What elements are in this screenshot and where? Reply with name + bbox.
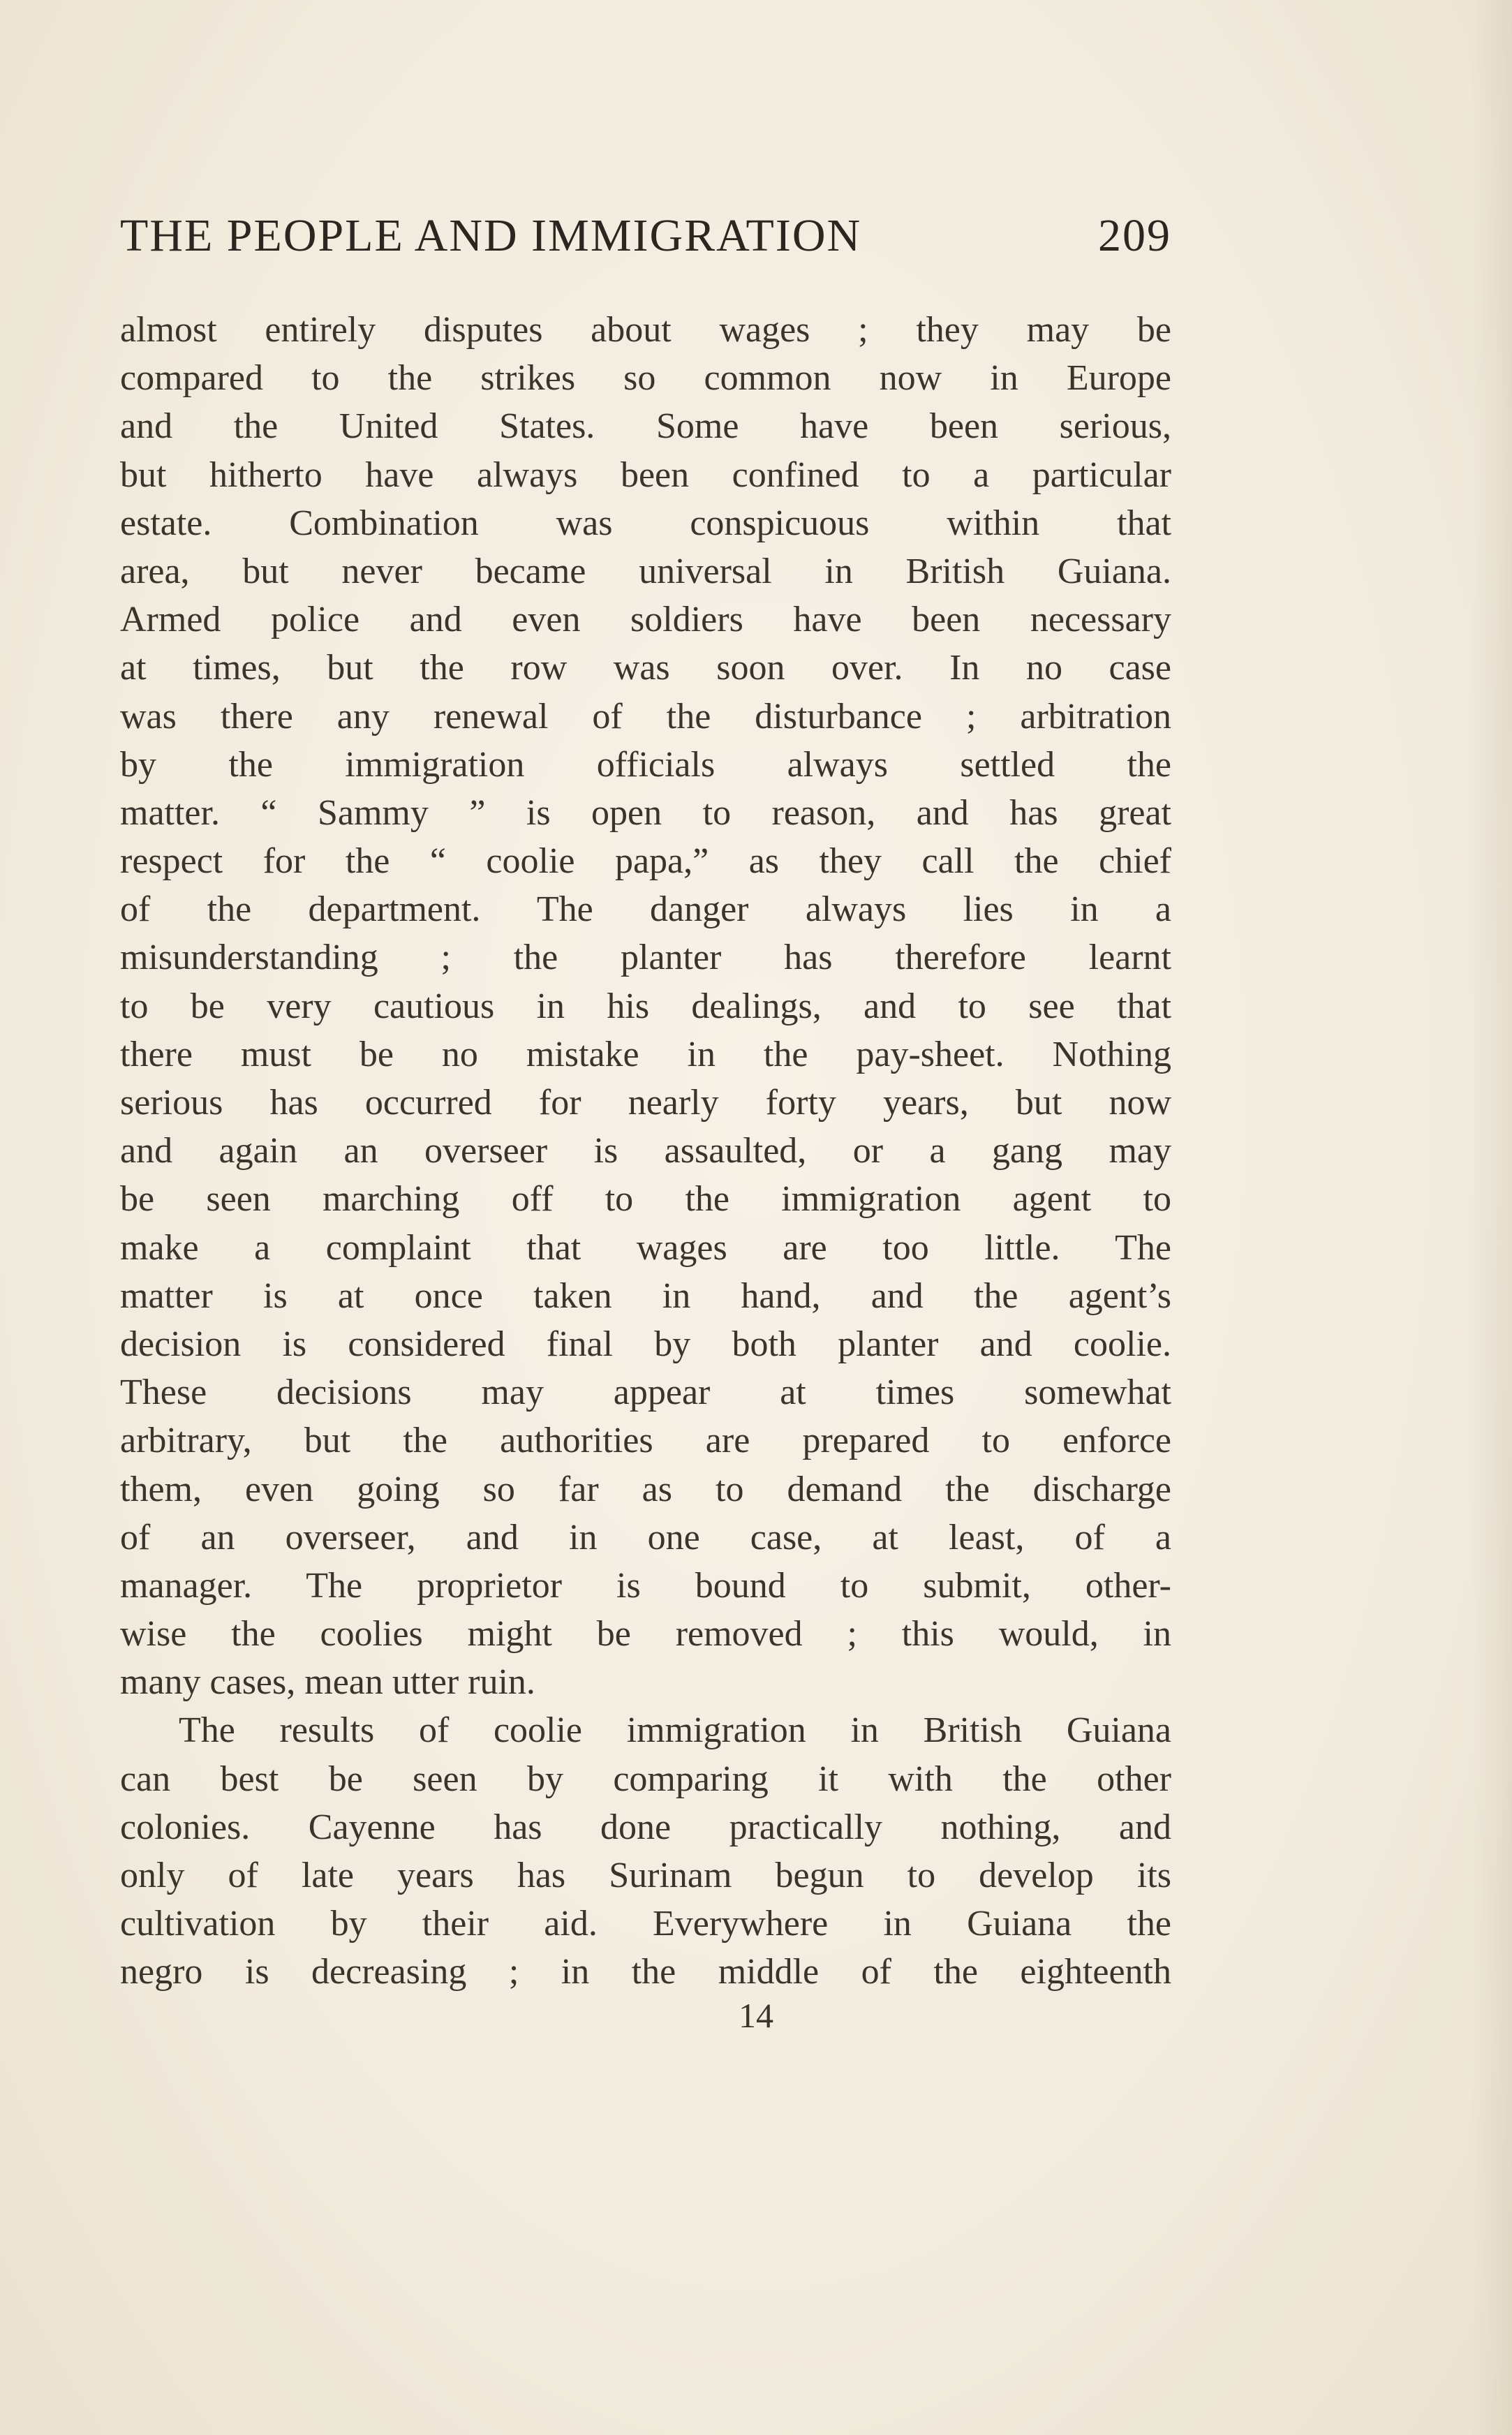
text-line: to be very cautious in his dealings, and to see that (120, 986, 1171, 1026)
text-line: many cases, mean utter ruin. (120, 1662, 535, 1703)
signature-mark: 14 (739, 1996, 773, 2035)
text-line: serious has occurred for nearly forty years, but now (120, 1083, 1171, 1123)
running-head (120, 209, 1171, 272)
text-line: area, but never became universal in British Guiana. (120, 551, 1171, 591)
text-line: of an overseer, and in one case, at least, of a (120, 1517, 1171, 1557)
text-line: and again an overseer is assaulted, or a gang may (120, 1131, 1171, 1171)
body-text (120, 306, 1171, 1997)
text-line: can best be seen by comparing it with the other (120, 1759, 1171, 1799)
text-line: matter is at once taken in hand, and the agent’s (120, 1275, 1171, 1316)
text-line: compared to the strikes so common now in Europe (120, 358, 1171, 399)
text-line: The results of coolie immigration in British Guiana (179, 1710, 1171, 1751)
text-line: there must be no mistake in the pay-sheet. Nothing (120, 1034, 1171, 1074)
text-line: be seen marching off to the immigration agent to (120, 1179, 1171, 1220)
text-line: of the department. The danger always lies in a (120, 889, 1171, 930)
text-line: matter. “ Sammy ” is open to reason, and has great (120, 792, 1171, 833)
text-line: arbitrary, but the authorities are prepared to enforce (120, 1421, 1171, 1461)
text-line: These decisions may appear at times somewhat (120, 1372, 1171, 1413)
text-line: colonies. Cayenne has done practically nothing, and (120, 1807, 1171, 1847)
page-edge-shadow (1470, 0, 1512, 2435)
text-line: misunderstanding ; the planter has therefore learnt (120, 938, 1171, 978)
text-line: cultivation by their aid. Everywhere in Guiana the (120, 1904, 1171, 1944)
text-line: but hitherto have always been confined to a particular (120, 454, 1171, 495)
text-line: only of late years has Surinam begun to develop its (120, 1856, 1171, 1895)
text-line: negro is decreasing ; in the middle of the eighteenth (120, 1952, 1171, 1992)
running-head-title: THE PEOPLE AND IMMIGRATION (120, 210, 862, 261)
text-line: decision is considered final by both planter and coolie. (120, 1324, 1171, 1364)
paragraph (120, 1706, 1171, 1996)
text-line: wise the coolies might be removed ; this would, in (120, 1614, 1171, 1655)
text-line: manager. The proprietor is bound to submit, other- (120, 1565, 1171, 1606)
text-line: at times, but the row was soon over. In no case (120, 648, 1171, 688)
text-line: them, even going so far as to demand the discharge (120, 1469, 1171, 1509)
text-line: make a complaint that wages are too little. The (120, 1227, 1171, 1268)
page-number: 209 (1098, 210, 1171, 261)
paragraph (120, 306, 1171, 1706)
text-line: and the United States. Some have been serious, (120, 406, 1171, 447)
text-line: was there any renewal of the disturbance ; arbitration (120, 696, 1171, 737)
text-line: estate. Combination was conspicuous within that (120, 503, 1171, 543)
text-line: by the immigration officials always settled the (120, 744, 1171, 785)
text-line: Armed police and even soldiers have been necessary (120, 600, 1171, 640)
text-line: respect for the “ coolie papa,” as they call the chief (120, 841, 1171, 882)
text-line: almost entirely disputes about wages ; they may be (120, 310, 1171, 350)
